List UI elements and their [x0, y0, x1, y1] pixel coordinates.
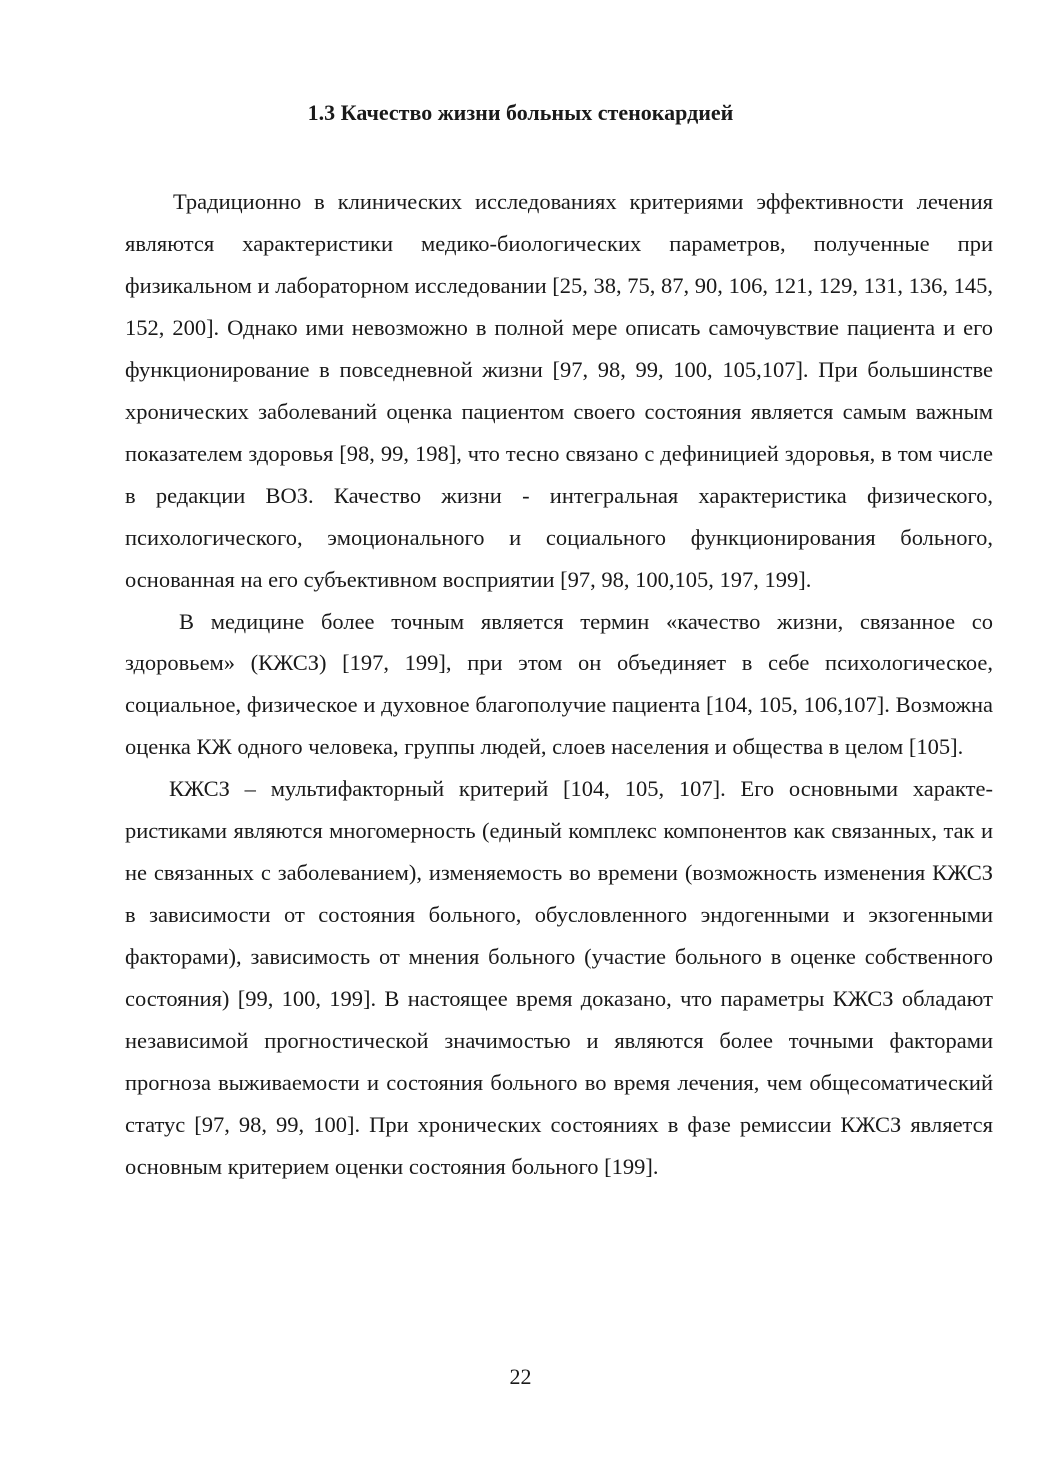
section-heading: 1.3 Качество жизни больных стенокардией	[307, 100, 734, 125]
page-number: 22	[509, 1364, 532, 1389]
paragraph-3: КЖСЗ – мультифакторный критерий [104, 105, 107]. Его основными характеристиками являются многомерность (единый комплекс компонентов как связанных, так и не связанных с заболеванием), изменяемость во времени (возможность изменения КЖСЗ в зависимости от состояния больного, обусловленного эндогенными и экзогенными факторами), зависимость от мнения больного (участие больного в оценке собственного состояния) [99, 100, 199]. В настоящее время доказано, что параметры КЖСЗ обладают независимой прогностической значимостью и являются более точными факторами прогноза выживаемости и состояния больного во время лечения, чем общесоматический статус [97, 98, 99, 100]. При хронических состояниях в фазе ремиссии КЖСЗ является основным критерием оценки состояния больного [199].	[125, 776, 993, 1179]
body-text	[125, 181, 993, 1188]
paragraph-1: Традиционно в клинических исследованиях критериями эффективности лечения являются характеристики медико-биологических параметров, полученные при физикальном и лабораторном исследовании [25, 38, 75, 87, 90, 106, 121, 129, 131, 136, 145, 152, 200]. Однако ими невозможно в полной мере описать самочувствие пациента и его функционирование в повседневной жизни [97, 98, 99, 100, 105,107]. При большинстве хронических заболеваний оценка пациентом своего состояния является самым важным показателем здоровья [98, 99, 198], что тесно связано с дефиницией здоровья, в том числе в редакции ВОЗ. Качество жизни - интегральная характеристика физического, психологического, эмоционального и социального функционирования больного, основанная на его субъективном восприятии [97, 98, 100,105, 197, 199].	[125, 189, 993, 592]
paragraph-2: В медицине более точным является термин «качество жизни, связанное со здоровьем» (КЖСЗ) [197, 199], при этом он объединяет в себе психологическое, социальное, физическое и духовное благополучие пациента [104, 105, 106,107]. Возможна оценка КЖ одного человека, группы людей, слоев населения и общества в целом [105].	[125, 608, 993, 760]
